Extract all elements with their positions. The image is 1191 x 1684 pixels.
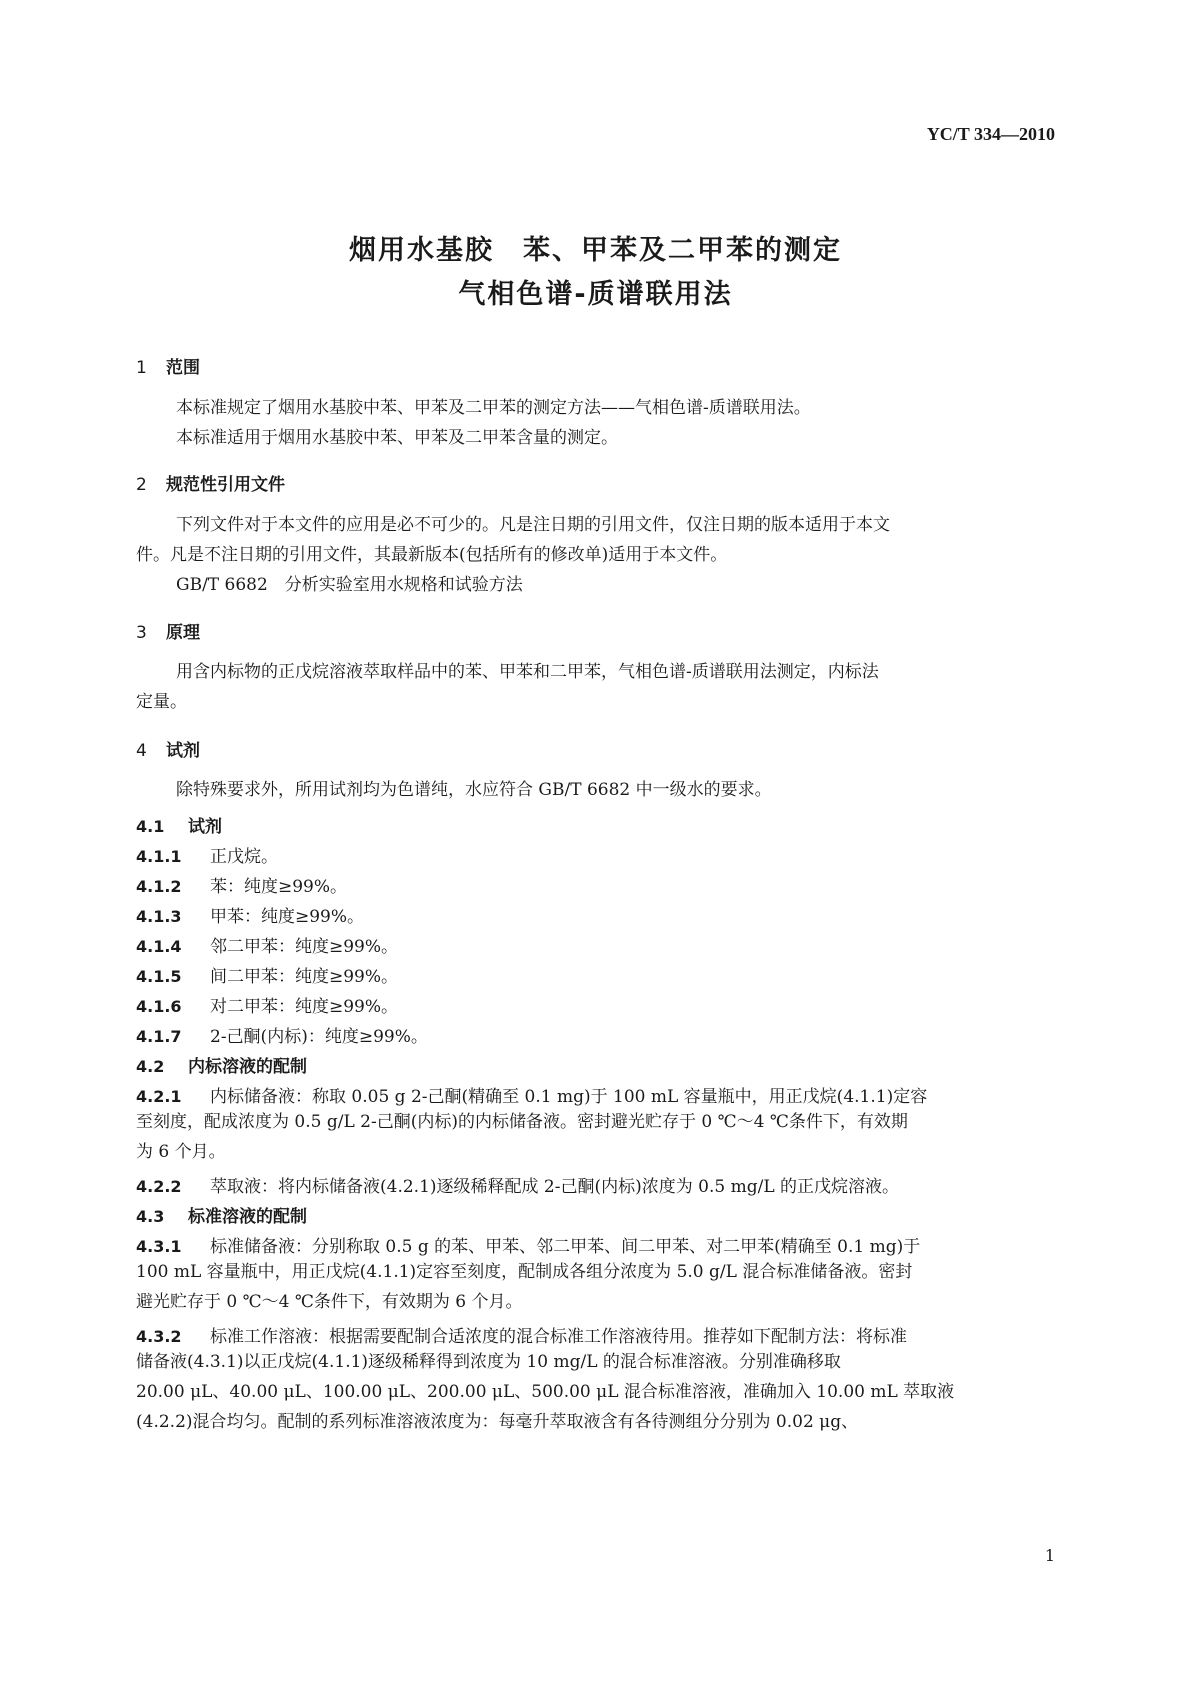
- clause-4-3-2-line3: 20.00 μL、40.00 μL、100.00 μL、200.00 μL、500.00 μL 混合标准溶液，准确加入 10.00 mL 萃取液: [136, 1382, 955, 1402]
- item-number: 4.1.4: [136, 937, 182, 956]
- item-text: 苯：纯度≥99%。: [210, 877, 348, 897]
- item-number: 4.1.6: [136, 997, 182, 1016]
- paragraph: 用含内标物的正戊烷溶液萃取样品中的苯、甲苯和二甲苯，气相色谱-质谱联用法测定，内标法: [176, 662, 879, 682]
- list-item: [136, 842, 278, 867]
- paragraph: 定量。: [136, 692, 187, 712]
- item-number: 4.1.3: [136, 907, 182, 926]
- list-item: [136, 992, 398, 1017]
- item-text: 间二甲苯：纯度≥99%。: [210, 967, 399, 987]
- document-title-line2: 气相色谱-质谱联用法: [458, 279, 733, 310]
- subsection-4-2-heading: [136, 1052, 307, 1077]
- clause-text: 萃取液：将内标储备液(4.2.1)逐级稀释配成 2-己酮(内标)浓度为 0.5 mg/L 的正戊烷溶液。: [210, 1177, 900, 1197]
- list-item: [136, 932, 398, 957]
- section-1-heading: [136, 353, 200, 378]
- subsection-number: 4.2: [136, 1057, 165, 1076]
- clause-number: 4.2.2: [136, 1177, 182, 1196]
- section-title: 试剂: [166, 741, 200, 761]
- subsection-title: 试剂: [188, 817, 222, 837]
- standard-code: YC/T 334—2010: [926, 124, 1055, 144]
- clause-4-2-2: [136, 1172, 899, 1197]
- subsection-4-1-heading: [136, 812, 222, 837]
- page-number: 1: [1044, 1546, 1055, 1565]
- section-4-heading: [136, 736, 200, 761]
- subsection-number: 4.3: [136, 1207, 165, 1226]
- item-number: 4.1.2: [136, 877, 182, 896]
- section-title: 范围: [166, 358, 200, 378]
- subsection-title: 内标溶液的配制: [188, 1057, 307, 1077]
- item-number: 4.1.1: [136, 847, 182, 866]
- clause-text: 标准储备液：分别称取 0.5 g 的苯、甲苯、邻二甲苯、间二甲苯、对二甲苯(精确至 0.1 mg)于: [210, 1237, 921, 1257]
- clause-4-2-1-line3: 为 6 个月。: [136, 1142, 226, 1162]
- section-number: 2: [136, 475, 147, 495]
- paragraph: 件。凡是不注日期的引用文件，其最新版本(包括所有的修改单)适用于本文件。: [136, 545, 728, 565]
- list-item: [136, 1022, 428, 1047]
- paragraph: 本标准适用于烟用水基胶中苯、甲苯及二甲苯含量的测定。: [176, 428, 618, 448]
- item-number: 4.1.7: [136, 1027, 182, 1046]
- subsection-title: 标准溶液的配制: [188, 1207, 307, 1227]
- clause-text: 内标储备液：称取 0.05 g 2-己酮(精确至 0.1 mg)于 100 mL 容量瓶中，用正戊烷(4.1.1)定容: [210, 1087, 928, 1107]
- clause-4-3-2-line4: (4.2.2)混合均匀。配制的系列标准溶液浓度为：每毫升萃取液含有各待测组分分别为 0.02 μg、: [136, 1412, 859, 1432]
- section-title: 原理: [166, 623, 200, 643]
- item-text: 对二甲苯：纯度≥99%。: [210, 997, 399, 1017]
- clause-text: 标准工作溶液：根据需要配制合适浓度的混合标准工作溶液待用。推荐如下配制方法：将标准: [210, 1327, 907, 1347]
- section-number: 4: [136, 741, 147, 761]
- item-text: 邻二甲苯：纯度≥99%。: [210, 937, 399, 957]
- section-title: 规范性引用文件: [166, 475, 285, 495]
- clause-4-3-2-line1: [136, 1322, 907, 1347]
- clause-4-3-2-line2: 储备液(4.3.1)以正戊烷(4.1.1)逐级稀释得到浓度为 10 mg/L 的混合标准溶液。分别准确移取: [136, 1352, 841, 1372]
- clause-4-2-1-line1: [136, 1082, 927, 1107]
- section-number: 1: [136, 358, 147, 378]
- section-number: 3: [136, 623, 147, 643]
- clause-4-2-1-line2: 至刻度，配成浓度为 0.5 g/L 2-己酮(内标)的内标储备液。密封避光贮存于 0 ℃～4 ℃条件下，有效期: [136, 1112, 908, 1132]
- clause-4-3-1-line3: 避光贮存于 0 ℃～4 ℃条件下，有效期为 6 个月。: [136, 1292, 523, 1312]
- section-2-heading: [136, 470, 285, 495]
- clause-4-3-1-line2: 100 mL 容量瓶中，用正戊烷(4.1.1)定容至刻度，配制成各组分浓度为 5.0 g/L 混合标准储备液。密封: [136, 1262, 913, 1282]
- paragraph: 下列文件对于本文件的应用是必不可少的。凡是注日期的引用文件，仅注日期的版本适用于本文: [176, 515, 890, 535]
- clause-number: 4.3.2: [136, 1327, 182, 1346]
- normative-reference: GB/T 6682 分析实验室用水规格和试验方法: [176, 575, 523, 595]
- paragraph: 本标准规定了烟用水基胶中苯、甲苯及二甲苯的测定方法——气相色谱-质谱联用法。: [176, 398, 811, 418]
- document-title-line1: 烟用水基胶 苯、甲苯及二甲苯的测定: [349, 235, 842, 266]
- item-text: 甲苯：纯度≥99%。: [210, 907, 365, 927]
- subsection-number: 4.1: [136, 817, 165, 836]
- section-3-heading: [136, 618, 200, 643]
- list-item: [136, 902, 364, 927]
- subsection-4-3-heading: [136, 1202, 307, 1227]
- clause-4-3-1-line1: [136, 1232, 920, 1257]
- item-text: 正戊烷。: [210, 847, 278, 867]
- paragraph: 除特殊要求外，所用试剂均为色谱纯，水应符合 GB/T 6682 中一级水的要求。: [176, 780, 772, 800]
- clause-number: 4.2.1: [136, 1087, 182, 1106]
- list-item: [136, 872, 347, 897]
- item-number: 4.1.5: [136, 967, 182, 986]
- list-item: [136, 962, 398, 987]
- item-text: 2-己酮(内标)：纯度≥99%。: [210, 1027, 428, 1047]
- clause-number: 4.3.1: [136, 1237, 182, 1256]
